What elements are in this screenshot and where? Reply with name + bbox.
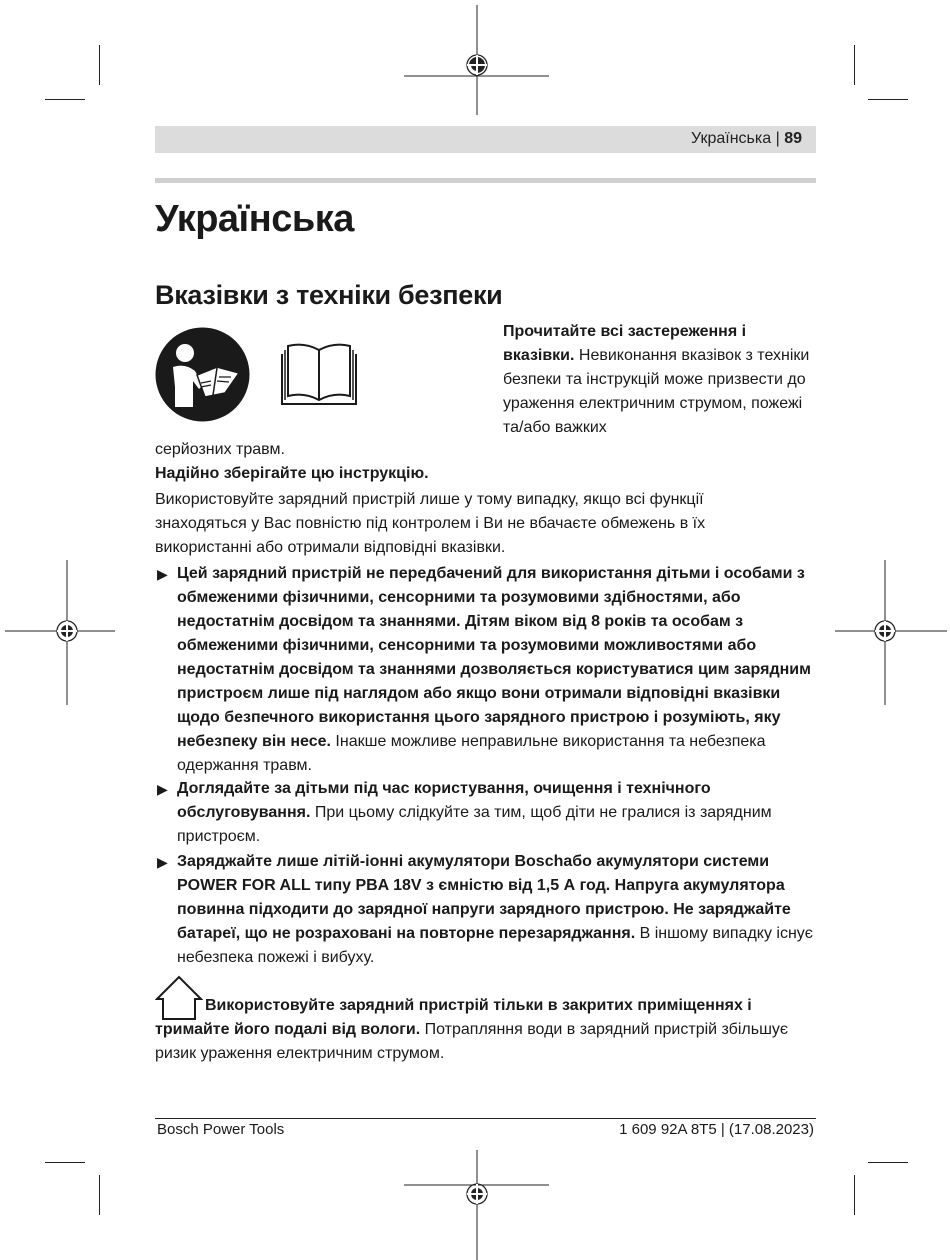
intro-paragraph [503,320,813,440]
page-title: Українська [155,198,354,240]
registration-mark-icon [404,5,549,115]
page-number: 89 [784,130,802,147]
list-item [155,777,820,849]
bullet-bold: Доглядайте за дітьми під час користування, очищення і технічного обслуговування. [177,780,711,821]
header-rule [155,178,816,183]
bullet-bold: Заряджайте лише літій-іонні акумулятори Boschабо акумулятори системи POWER FOR ALL типу PBA 18V з ємністю від 1,5 А год. Напруга акумулятора повинна підходити до зарядної напруги зарядного пристрою. Не заряджайте батареї, що не розраховані на повторне перезаряджання. [177,853,791,942]
read-manual-icon [155,327,250,422]
header-text [691,130,802,148]
footer-doc-number: 1 609 92A 8T5 | (17.08.2023) [619,1121,814,1138]
header-language: Українська [691,130,772,147]
registration-mark-icon [5,560,115,705]
bullet-text [177,562,820,778]
bullet-marker: ▶ [157,854,168,870]
keep-instructions: Надійно зберігайте цю інструкцію. [155,465,429,482]
intro-text: Невиконання вказівок з техніки безпеки та інструкцій може призвести до ураження електричним струмом, пожежі та/або важких [503,347,810,436]
section-title: Вказівки з техніки безпеки [155,280,503,310]
intro-continuation: серйозних травм. [155,441,285,458]
registration-mark-icon [835,560,947,705]
indoor-text: Потрапляння води в зарядний пристрій збільшує ризик ураження електричним струмом. [155,1021,789,1062]
bullet-text [177,777,820,849]
registration-mark-icon [404,1150,549,1260]
footer-publisher: Bosch Power Tools [157,1121,285,1138]
list-item [155,850,820,970]
bullet-text [177,850,820,970]
bullet-marker: ▶ [157,566,168,582]
book-icon [280,340,358,410]
bullet-bold: Цей зарядний пристрій не передбачений для використання дітьми і особами з обмеженими фізичними, сенсорними та розумовими здібностями, або недостатнім досвідом та знаннями. Дітям віком від 8 років та особам з обмеженими фізичними, сенсорними та розумовими можливостями або недостатнім досвідом та знаннями дозволяється користуватися цим зарядним пристроєм лише під наглядом або якщо вони отримали відповідні вказівки щодо безпечного використання цього зарядного пристрою і розуміють, яку небезпеку він несе. [177,565,811,750]
bullet-normal: При цьому слідкуйте за тим, щоб діти не гралися із зарядним пристроєм. [177,804,772,845]
usage-paragraph: Використовуйте зарядний пристрій лише у тому випадку, якщо всі функції знаходяться у Вас повністю під контролем і Ви не вбачаєте обмежень в їх використанні або отримали відповідні вказівки. [155,491,706,556]
intro-bold: Прочитайте всі застереження і вказівки. [503,323,747,364]
list-item [155,562,820,778]
page-header [155,126,816,153]
bullet-marker: ▶ [157,781,168,797]
indoor-bold: Використовуйте зарядний пристрій тільки в закритих приміщеннях і тримайте його подалі від вологи. [155,997,752,1038]
header-separator: | [775,130,780,147]
indoor-use-paragraph [155,994,815,1066]
bullet-normal: Інакше можливе неправильне використання та небезпека одержання травм. [177,733,766,774]
footer-rule [155,1118,816,1119]
bullet-normal: В іншому випадку існує небезпека пожежі і вибуху. [177,925,813,966]
